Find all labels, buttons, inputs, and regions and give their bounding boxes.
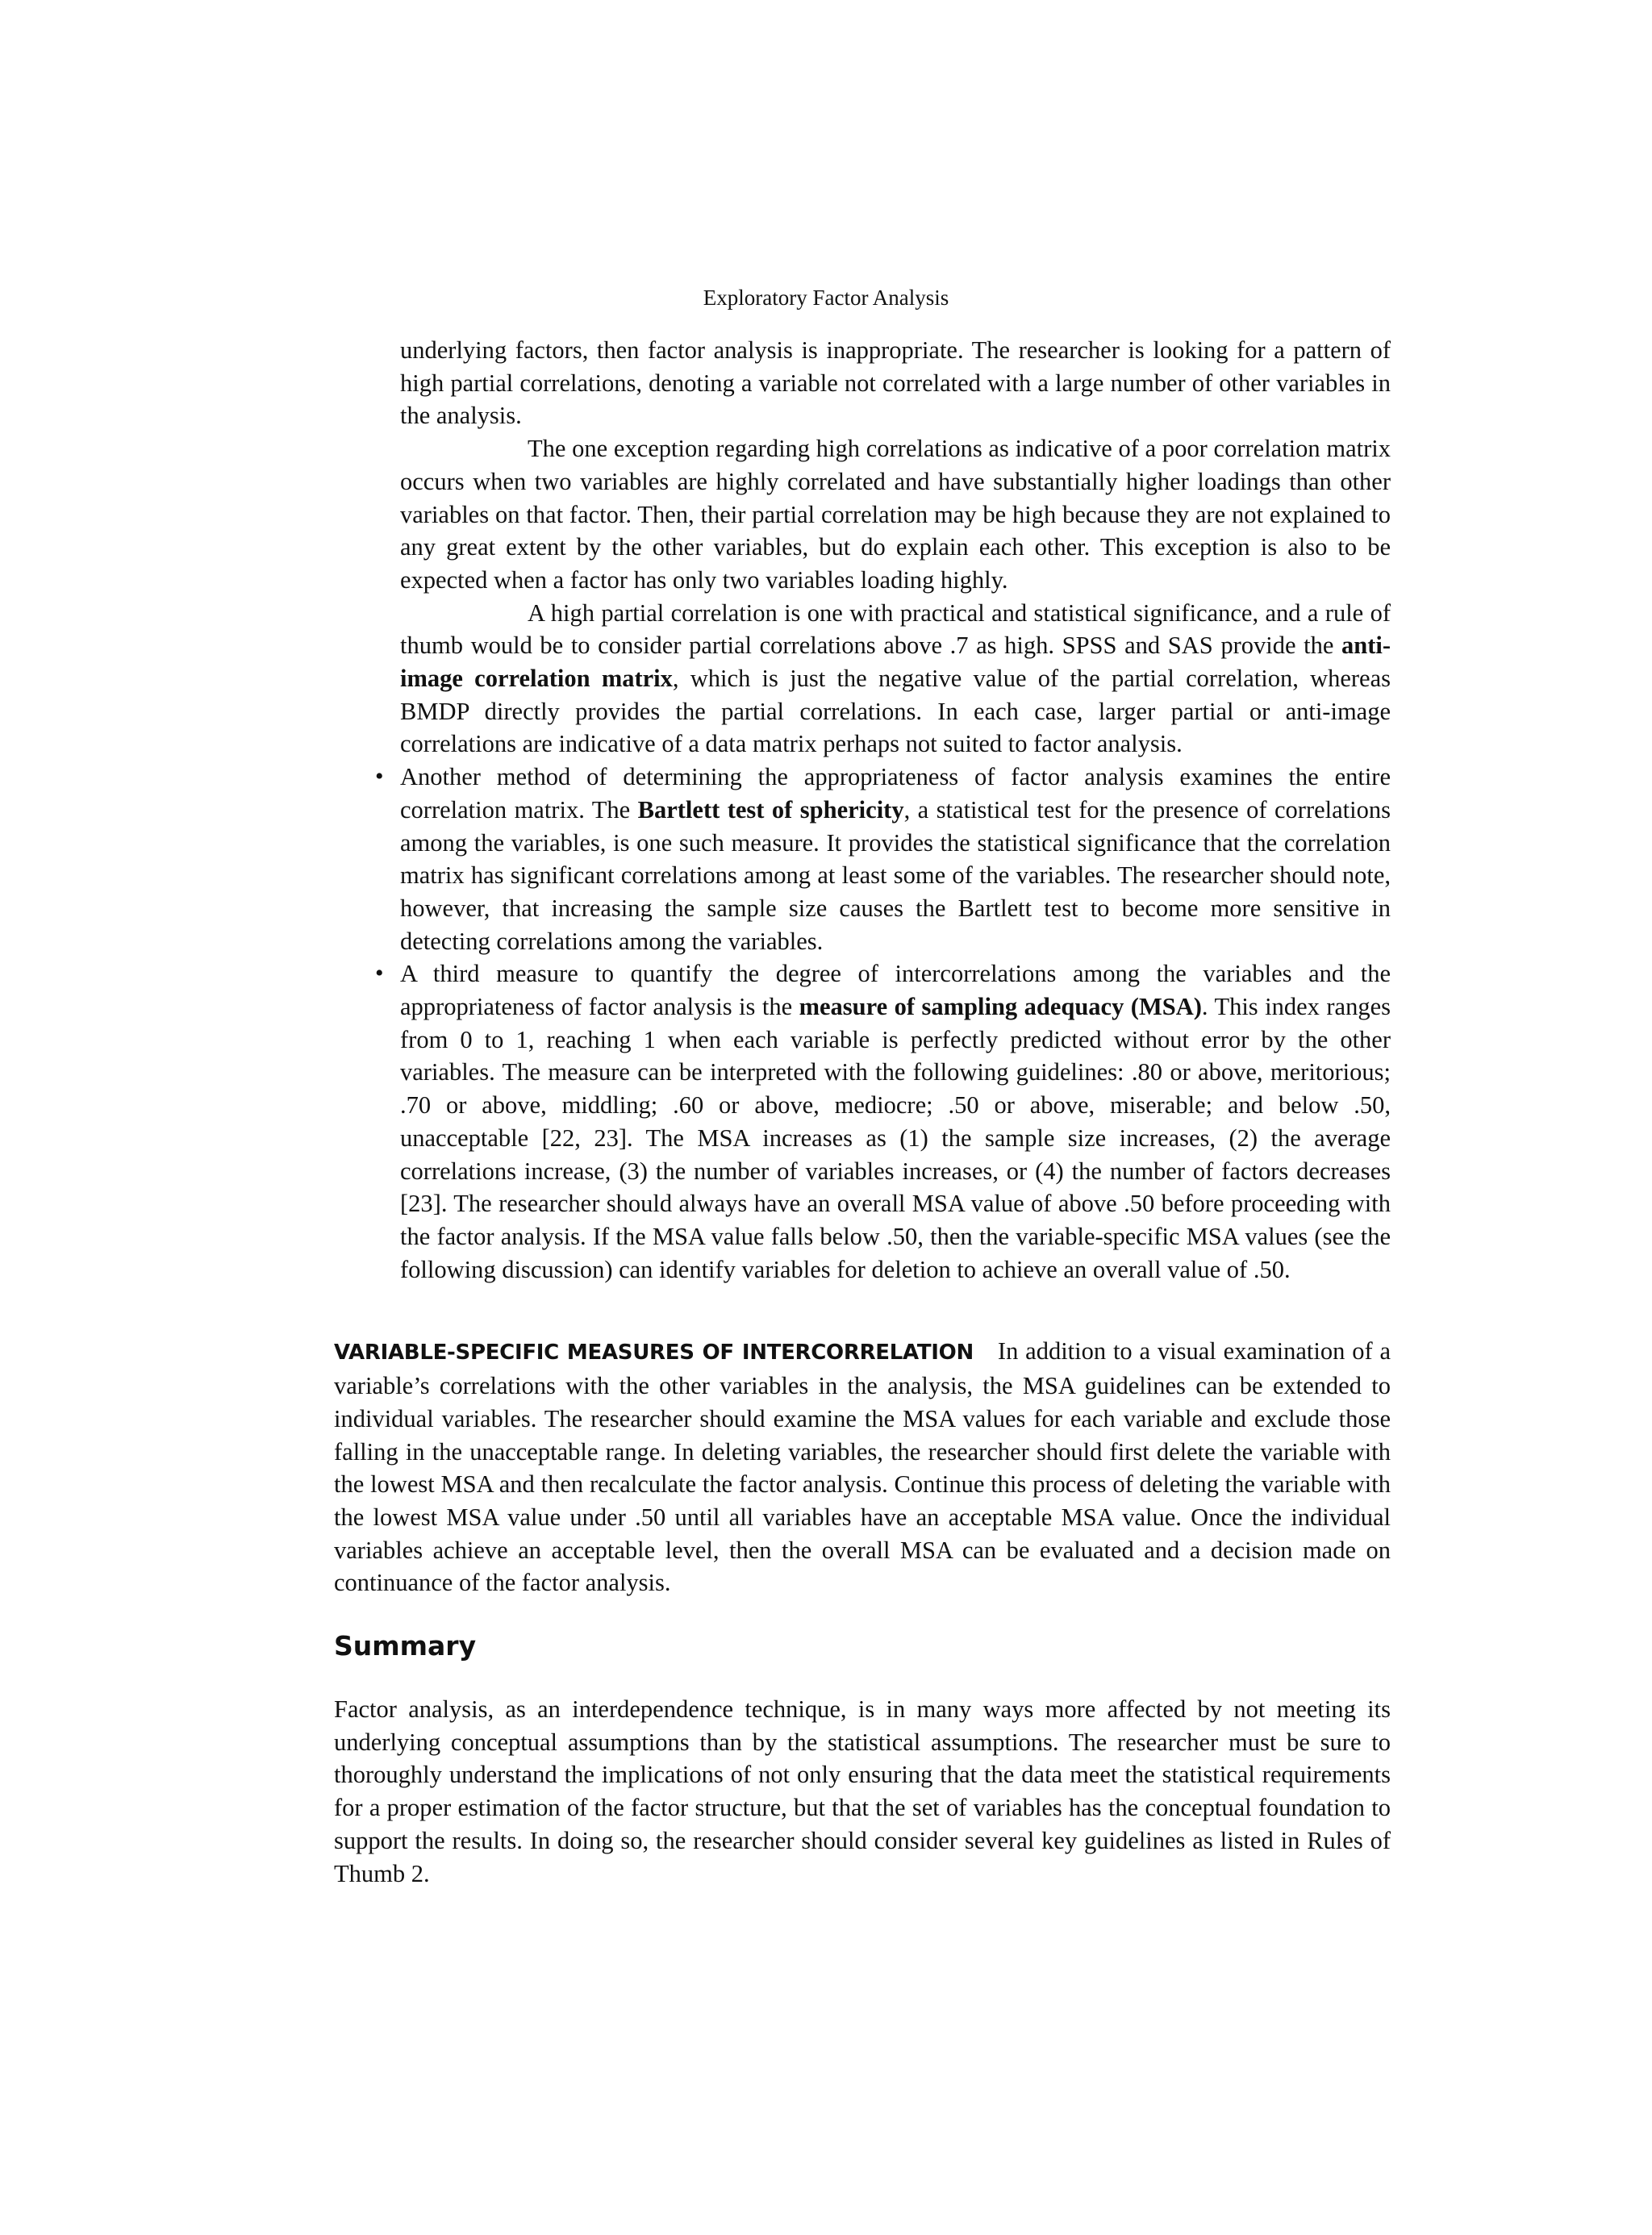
bullet-list [334, 761, 1391, 1286]
text-run: A third measure to quantify the degree of intercorrelations among the variables and the appropriateness of factor analysis is the [400, 960, 1391, 1021]
variable-specific-section [334, 1335, 1391, 1599]
term-msa: measure of sampling adequacy (MSA) [799, 993, 1202, 1021]
text-run: In addition to a visual examination of a variable’s correlations with the other variables in the analysis, the MSA guidelines can be extended to individual variables. The researcher should examine the MSA values for each variable and exclude those falling in the unacceptable range. In deleting variables, the researcher should first delete the variable with the lowest MSA and then recalculate the factor analysis. Continue this process of deleting the variable with the lowest MSA value under .50 until all variables have an acceptable MSA value. Once the individual variables achieve an acceptable level, then the overall MSA can be evaluated and a decision made on continuance of the factor analysis. [334, 1337, 1391, 1597]
running-header: Exploratory Factor Analysis [703, 286, 949, 310]
bullet-symbol: • [375, 960, 384, 987]
summary-paragraph: Factor analysis, as an interdependence technique, is in many ways more affected by not meeting its underlying conceptual assumptions than by the statistical assumptions. The researcher must be sure to thoroughly understand the implications of not only ensuring that the data meet the statistical requirements for a proper estimation of the factor structure, but that the set of variables has the conceptual foundation to support the results. In doing so, the researcher should consider several key guidelines as listed in Rules of Thumb 2. [334, 1695, 1391, 1887]
text-run: , which is just the negative value of the partial correlation, whereas BMDP directly provides the partial correlations. In each case, larger partial or anti-image correlations are indicative of a data matrix perhaps not suited to factor analysis. [400, 665, 1391, 758]
bullet-item-bartlett [334, 761, 1391, 957]
text-run: . This index ranges from 0 to 1, reaching 1 when each variable is perfectly predicted without error by the other variables. The measure can be interpreted with the following guidelines: .80 or above, meritorious; .70 or above, middling; .60 or above, mediocre; .50 or above, miserable; and below .50, unacceptable [22, 23]. The MSA increases as (1) the sample size increases, (2) the average correlations increase, (3) the number of variables increases, or (4) the number of factors decreases [23]. The researcher should always have an overall MSA value of above .50 before proceeding with the factor analysis. If the MSA value falls below .50, then the variable-specific MSA values (see the following discussion) can identify variables for deletion to achieve an overall value of .50. [400, 993, 1391, 1283]
main-text-column [334, 334, 1391, 1890]
term-bartlett-test: Bartlett test of sphericity [637, 795, 904, 824]
text-run: A high partial correlation is one with practical and statistical significance, and a rule of thumb would be to consider partial correlations above .7 as high. SPSS and SAS provide the [400, 598, 1391, 660]
text-run: Another method of determining the appropriateness of factor analysis examines the entire correlation matrix. The [400, 763, 1391, 824]
paragraph-exception: The one exception regarding high correlations as indicative of a poor correlation matrix occurs when two variables are highly correlated and have substantially higher loadings than other variables on that factor. Then, their partial correlation may be high because they are not explained to any great extent by the other variables, but do explain each other. This exception is also to be expected when a factor has only two variables loading highly. [400, 435, 1391, 594]
bullet-text [400, 957, 1391, 1286]
term-anti-image-correlation-matrix: anti-image correlation matrix [400, 632, 1391, 693]
bullet-symbol: • [375, 763, 384, 790]
bullet-item-msa [334, 957, 1391, 1286]
variable-specific-paragraph [334, 1335, 1391, 1599]
run-in-heading: VARIABLE-SPECIFIC MEASURES OF INTERCORRELATION [334, 1341, 974, 1366]
summary-heading: Summary [334, 1630, 477, 1662]
text-run: , a statistical test for the presence of correlations among the variables, is one such measure. It provides the statistical significance that the correlation matrix has significant correlations among at least some of the variables. The researcher should note, however, that increasing the sample size causes the Bartlett test to become more sensitive in detecting correlations among the variables. [400, 795, 1391, 955]
paragraph-partial-correlation [400, 597, 1391, 761]
continued-bullet-block [400, 334, 1391, 761]
paragraph-continued: underlying factors, then factor analysis is inappropriate. The researcher is looking for a pattern of high partial correlations, denoting a variable not correlated with a large number of other variables in the analysis. [400, 336, 1391, 430]
bullet-text [400, 761, 1391, 957]
